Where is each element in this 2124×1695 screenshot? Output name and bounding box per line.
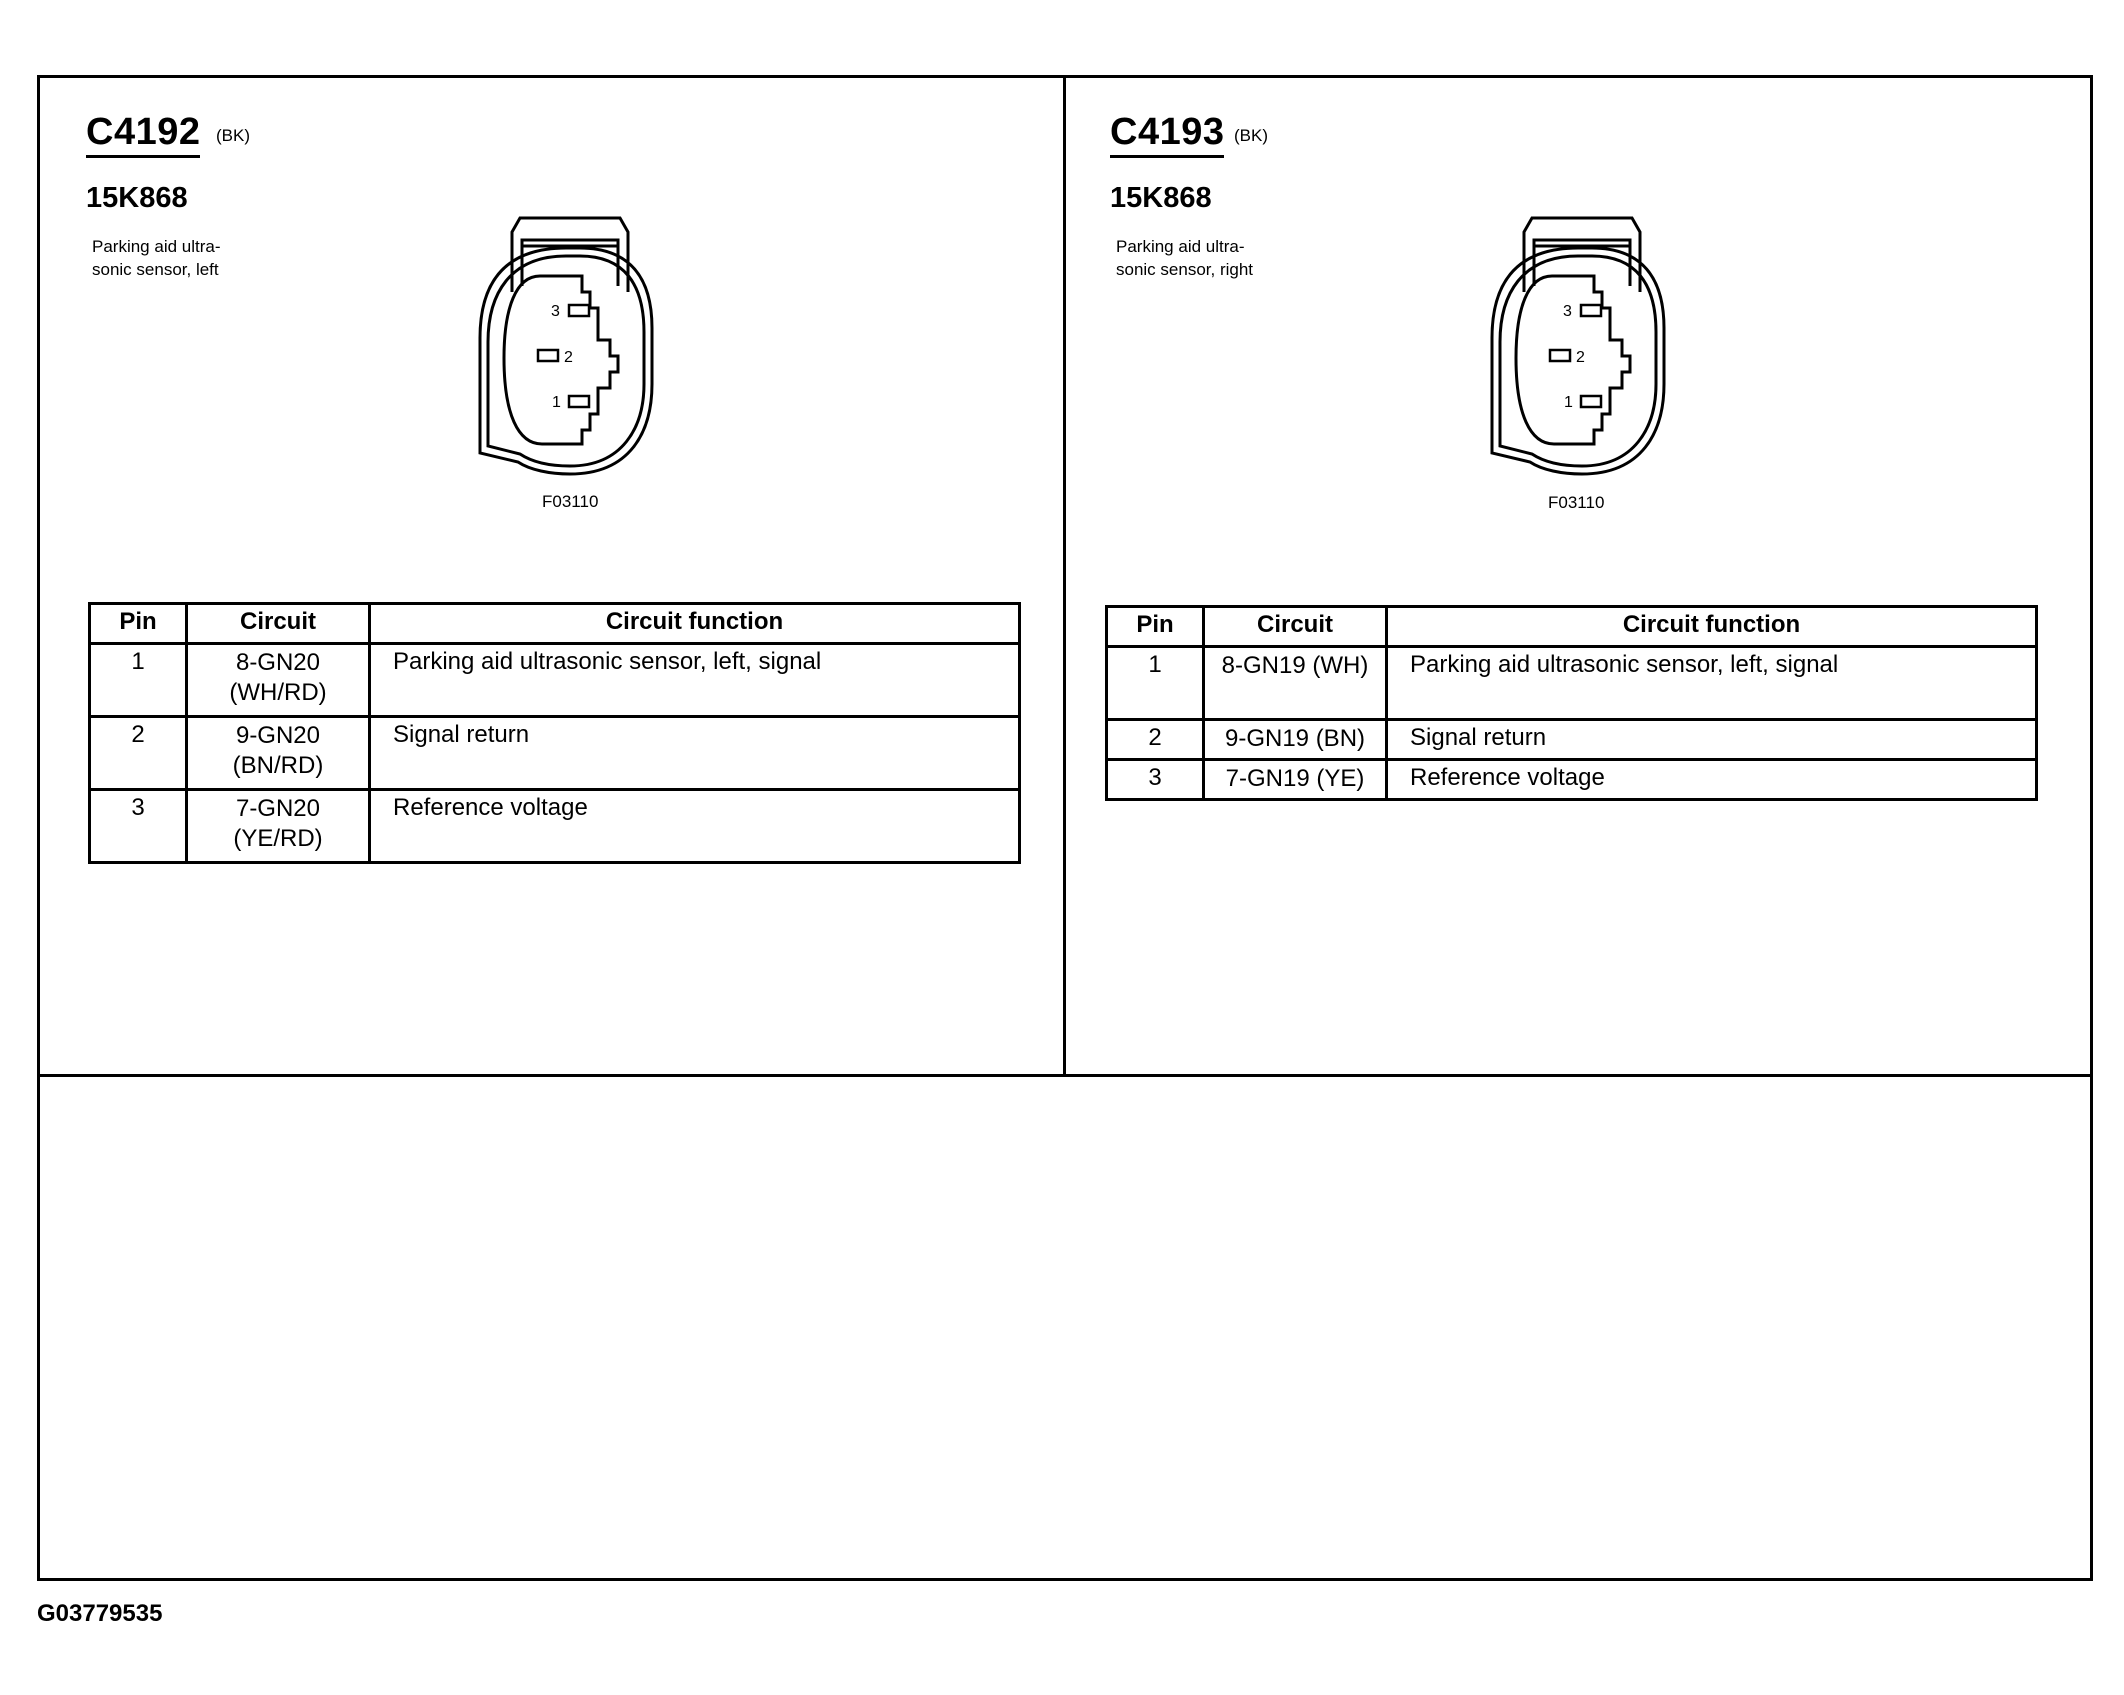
cell-pin: 3	[90, 790, 187, 863]
cell-circuit	[187, 717, 370, 790]
cell-function: Signal return	[1387, 720, 2037, 760]
pin-table	[88, 602, 1021, 864]
figure-id: G03779535	[37, 1600, 163, 1627]
cell-circuit	[187, 644, 370, 717]
table-header-row	[1107, 607, 2037, 647]
table-row	[1107, 720, 2037, 760]
pin-label-3: 3	[1563, 303, 1572, 320]
cell-circuit: 7-GN19 (YE)	[1204, 760, 1387, 800]
connector-color: (BK)	[216, 126, 250, 145]
header-function: Circuit function	[1387, 607, 2037, 647]
connector-panel-c4192	[40, 78, 1064, 1074]
cell-function: Reference voltage	[1387, 760, 2037, 800]
header-pin: Pin	[90, 604, 187, 644]
connector-cavity	[1516, 276, 1630, 444]
connector-color: (BK)	[1234, 126, 1268, 145]
cell-circuit	[187, 790, 370, 863]
part-number: 15K868	[86, 182, 188, 214]
cell-pin: 1	[1107, 647, 1204, 720]
header-circuit: Circuit	[187, 604, 370, 644]
cell-pin: 2	[90, 717, 187, 790]
circuit-line: (WH/RD)	[229, 679, 327, 706]
pin-1-terminal	[569, 396, 589, 407]
cell-pin: 1	[90, 644, 187, 717]
cell-function: Parking aid ultrasonic sensor, left, signal	[1387, 647, 2037, 720]
circuit-line: (YE/RD)	[233, 825, 323, 852]
description-line: sonic sensor, right	[1116, 260, 1254, 279]
cell-circuit: 9-GN19 (BN)	[1204, 720, 1387, 760]
pin-3-terminal	[1581, 305, 1601, 316]
table-row	[90, 790, 1020, 863]
circuit-line: (BN/RD)	[232, 752, 324, 779]
cell-circuit: 8-GN19 (WH)	[1204, 647, 1387, 720]
pin-2-terminal	[1550, 350, 1570, 361]
cell-function: Reference voltage	[370, 790, 1020, 863]
table-row	[1107, 760, 2037, 800]
circuit-line: 7-GN20	[235, 795, 321, 822]
description-line: sonic sensor, left	[92, 260, 219, 279]
connector-panel-c4193	[1066, 78, 2090, 1074]
table-header-row	[90, 604, 1020, 644]
pin-2-terminal	[538, 350, 558, 361]
pin-label-2: 2	[1576, 349, 1585, 366]
header-function: Circuit function	[370, 604, 1020, 644]
circuit-line: 9-GN20	[235, 722, 321, 749]
pin-label-1: 1	[552, 394, 561, 411]
connector-face-drawing	[1482, 208, 1682, 478]
circuit-line: 8-GN20	[235, 649, 321, 676]
pin-label-2: 2	[564, 349, 573, 366]
pin-table	[1105, 605, 2038, 801]
pin-3-terminal	[569, 305, 589, 316]
description-line: Parking aid ultra-	[92, 237, 221, 256]
connector-description	[1116, 235, 1316, 281]
header-circuit: Circuit	[1204, 607, 1387, 647]
description-line: Parking aid ultra-	[1116, 237, 1245, 256]
pin-1-terminal	[1581, 396, 1601, 407]
connector-id: C4193	[1110, 112, 1224, 158]
connector-description	[92, 235, 292, 281]
cell-pin: 2	[1107, 720, 1204, 760]
header-pin: Pin	[1107, 607, 1204, 647]
connector-face-drawing	[470, 208, 670, 478]
connector-cavity	[504, 276, 618, 444]
pin-label-3: 3	[551, 303, 560, 320]
figure-code: F03110	[542, 492, 599, 511]
pin-label-1: 1	[1564, 394, 1573, 411]
cell-function: Signal return	[370, 717, 1020, 790]
cell-function: Parking aid ultrasonic sensor, left, signal	[370, 644, 1020, 717]
table-row	[90, 644, 1020, 717]
table-row	[90, 717, 1020, 790]
figure-code: F03110	[1548, 493, 1605, 512]
table-row	[1107, 647, 2037, 720]
panel-divider-horizontal	[37, 1074, 2093, 1077]
connector-id: C4192	[86, 112, 200, 158]
cell-pin: 3	[1107, 760, 1204, 800]
part-number: 15K868	[1110, 182, 1212, 214]
